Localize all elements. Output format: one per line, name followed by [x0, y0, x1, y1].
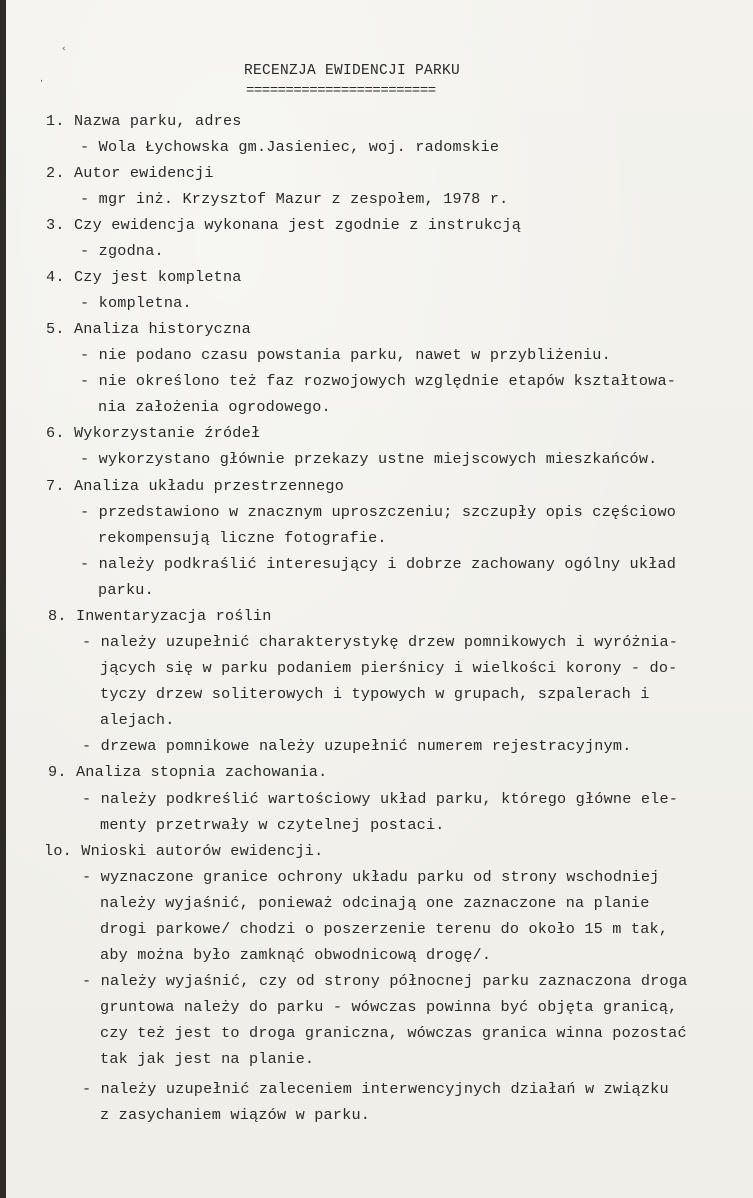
text-line: 5. Analiza historyczna	[46, 320, 251, 338]
text-line: lo. Wnioski autorów ewidencji.	[44, 842, 324, 860]
text-line: 2. Autor ewidencji	[46, 164, 214, 182]
title-underline: ========================	[246, 83, 436, 99]
text-line: - Wola Łychowska gm.Jasieniec, woj. radomskie	[80, 138, 500, 156]
text-line: tyczy drzew soliterowych i typowych w grupach, szpalerach i	[100, 685, 650, 703]
text-line: 1. Nazwa parku, adres	[46, 112, 242, 130]
text-line: nia założenia ogrodowego.	[98, 398, 331, 416]
text-line: - wyznaczone granice ochrony układu parku od strony wschodniej	[82, 868, 660, 886]
text-line: 6. Wykorzystanie źródeł	[46, 424, 261, 442]
text-line: - należy podkraślić interesujący i dobrze zachowany ogólny układ	[80, 555, 677, 573]
text-line: - należy uzupełnić charakterystykę drzew pomnikowych i wyróżnia-	[82, 633, 679, 651]
text-line: aby można było zamknąć obwodnicową drogę/.	[100, 946, 492, 964]
text-line: - należy uzupełnić zaleceniem interwencyjnych działań w związku	[82, 1080, 669, 1098]
text-line: jących się w parku podaniem pierśnicy i wielkości korony - do-	[100, 659, 678, 677]
text-line: 8. Inwentaryzacja roślin	[48, 607, 272, 625]
text-line: rekompensują liczne fotografie.	[98, 529, 387, 547]
text-line: - nie określono też faz rozwojowych względnie etapów kształtowa-	[80, 372, 677, 390]
text-line: 3. Czy ewidencja wykonana jest zgodnie z instrukcją	[46, 216, 522, 234]
text-line: - zgodna.	[80, 242, 164, 260]
text-line: 7. Analiza układu przestrzennego	[46, 477, 345, 495]
document-title: RECENZJA EWIDENCJI PARKU	[244, 63, 461, 79]
text-line: - należy podkreślić wartościowy układ parku, którego główne ele-	[82, 790, 679, 808]
text-line: - przedstawiono w znacznym uproszczeniu; szczupły opis częściowo	[80, 503, 677, 521]
text-line: z zasychaniem wiązów w parku.	[100, 1106, 371, 1124]
text-line: - wykorzystano głównie przekazy ustne miejscowych mieszkańców.	[80, 450, 658, 468]
text-line: menty przetrwały w czytelnej postaci.	[100, 816, 445, 834]
text-line: - mgr inż. Krzysztof Mazur z zespołem, 1978 r.	[80, 190, 509, 208]
text-line: - należy wyjaśnić, czy od strony północnej parku zaznaczona droga	[82, 972, 688, 990]
text-line: parku.	[98, 581, 154, 599]
text-line: czy też jest to droga graniczna, wówczas granica winna pozostać	[100, 1024, 687, 1042]
text-line: - nie podano czasu powstania parku, nawet w przybliżeniu.	[80, 346, 611, 364]
pencil-mark: ‚	[40, 74, 44, 84]
text-line: - kompletna.	[80, 294, 192, 312]
text-line: należy wyjaśnić, ponieważ odcinają one zaznaczone na planie	[100, 894, 650, 912]
text-line: 4. Czy jest kompletna	[46, 268, 242, 286]
text-line: tak jak jest na planie.	[100, 1050, 315, 1068]
text-line: gruntowa należy do parku - wówczas powinna być objęta granicą,	[100, 998, 678, 1016]
text-line: - drzewa pomnikowe należy uzupełnić numerem rejestracyjnym.	[82, 737, 632, 755]
pencil-mark: ‹	[62, 44, 66, 54]
text-line: alejach.	[100, 711, 175, 729]
text-line: drogi parkowe/ chodzi o poszerzenie terenu do około 15 m tak,	[100, 920, 669, 938]
text-line: 9. Analiza stopnia zachowania.	[48, 763, 328, 781]
